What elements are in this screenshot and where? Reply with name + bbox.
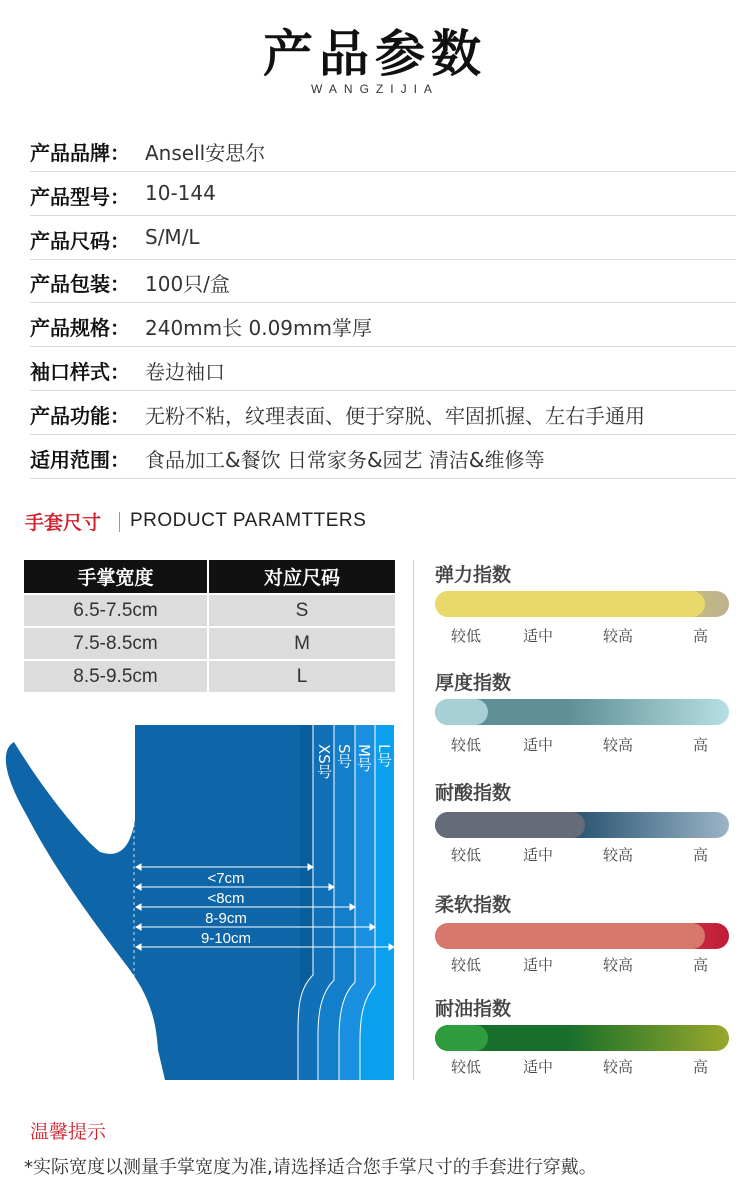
- size-table: [24, 560, 395, 692]
- index-label-medium: 适中: [523, 1058, 554, 1076]
- spec-value: 240mm长 0.09mm掌厚: [145, 316, 372, 340]
- table-row: [24, 627, 395, 660]
- spec-value: S/M/L: [145, 225, 200, 249]
- index-label-higher: 较高: [603, 736, 634, 754]
- index-bar-fill: [435, 812, 585, 838]
- spec-row: [30, 216, 736, 260]
- spec-row: [30, 259, 736, 303]
- index-title: 厚度指数: [435, 672, 512, 694]
- table-row: [24, 594, 395, 627]
- index-label-low: 较低: [451, 1058, 482, 1076]
- index-bar: [435, 812, 729, 838]
- table-cell: M: [208, 627, 395, 660]
- table-row: [24, 660, 395, 692]
- spec-row: [30, 128, 736, 172]
- index-label-low: 较低: [451, 846, 482, 864]
- tips-text: *实际宽度以测量手掌宽度为准,请选择适合您手掌尺寸的手套进行穿戴。: [24, 1157, 597, 1178]
- index-label-medium: 适中: [523, 736, 554, 754]
- index-label-low: 较低: [451, 627, 482, 645]
- section-divider: [119, 512, 120, 532]
- size-section-title: 手套尺寸: [25, 512, 102, 534]
- spec-label: 产品功能：: [30, 404, 130, 428]
- index-label-high: 高: [693, 956, 709, 974]
- spec-label: 产品型号：: [30, 185, 130, 209]
- spec-row: [30, 172, 736, 216]
- index-title: 柔软指数: [435, 894, 512, 916]
- index-label-higher: 较高: [603, 1058, 634, 1076]
- index-label-high: 高: [693, 846, 709, 864]
- index-label-higher: 较高: [603, 956, 634, 974]
- table-cell: S: [208, 594, 395, 627]
- spec-row: [30, 303, 736, 347]
- index-label-high: 高: [693, 1058, 709, 1076]
- measurement-label: <8cm: [207, 890, 245, 907]
- table-header: 对应尺码: [208, 560, 395, 594]
- index-bar-fill: [435, 699, 488, 725]
- index-label-higher: 较高: [603, 846, 634, 864]
- spec-value: Ansell安思尔: [145, 141, 266, 165]
- spec-row: [30, 391, 736, 435]
- index-bar-fill: [435, 591, 705, 617]
- index-bar: [435, 1025, 729, 1051]
- spec-value: 食品加工&餐饮 日常家务&园艺 清洁&维修等: [145, 448, 545, 472]
- spec-value: 100只/盒: [145, 272, 230, 296]
- size-label-xs: XS号: [315, 744, 333, 779]
- table-header: 手掌宽度: [24, 560, 208, 594]
- page-title: 产品参数: [263, 25, 487, 83]
- index-bar: [435, 591, 729, 617]
- spec-value: 卷边袖口: [145, 360, 225, 384]
- spec-label: 产品尺码：: [30, 229, 130, 253]
- tips-title: 温馨提示: [30, 1121, 107, 1143]
- column-divider: [413, 560, 414, 1080]
- index-bar-fill: [435, 1025, 488, 1051]
- table-cell: 6.5-7.5cm: [24, 594, 208, 627]
- index-label-medium: 适中: [523, 956, 554, 974]
- page-subtitle: WANGZIJIA: [311, 82, 439, 96]
- table-cell: 7.5-8.5cm: [24, 627, 208, 660]
- spec-label: 产品品牌：: [30, 141, 130, 165]
- index-title: 耐油指数: [435, 998, 512, 1020]
- index-bar: [435, 923, 729, 949]
- index-label-medium: 适中: [523, 627, 554, 645]
- spec-label: 袖口样式：: [30, 360, 130, 384]
- index-bar-fill: [435, 923, 705, 949]
- table-header-row: [24, 560, 395, 594]
- size-label-l: L号: [375, 744, 393, 768]
- spec-value: 10-144: [145, 181, 216, 205]
- spec-value: 无粉不粘，纹理表面、便于穿脱、牢固抓握、左右手通用: [145, 404, 645, 428]
- index-label-low: 较低: [451, 736, 482, 754]
- index-title: 弹力指数: [435, 564, 512, 586]
- index-label-low: 较低: [451, 956, 482, 974]
- spec-label: 产品规格：: [30, 316, 130, 340]
- table-cell: 8.5-9.5cm: [24, 660, 208, 692]
- hand-size-diagram: [0, 720, 410, 1090]
- index-label-high: 高: [693, 627, 709, 645]
- index-label-medium: 适中: [523, 846, 554, 864]
- spec-label: 适用范围：: [30, 448, 130, 472]
- index-label-higher: 较高: [603, 627, 634, 645]
- size-label-s: S号: [335, 744, 353, 769]
- index-label-high: 高: [693, 736, 709, 754]
- size-section-subtitle: PRODUCT PARAMTTERS: [130, 510, 367, 531]
- measurement-label: <7cm: [207, 870, 245, 887]
- index-title: 耐酸指数: [435, 782, 512, 804]
- spec-label: 产品包装：: [30, 272, 130, 296]
- spec-row: [30, 347, 736, 391]
- measurement-label: 8-9cm: [205, 910, 247, 927]
- table-cell: L: [208, 660, 395, 692]
- index-bar: [435, 699, 729, 725]
- size-label-m: M号: [355, 744, 373, 772]
- spec-row: [30, 435, 736, 479]
- hand-shape: [6, 725, 300, 1080]
- measurement-label: 9-10cm: [200, 930, 252, 947]
